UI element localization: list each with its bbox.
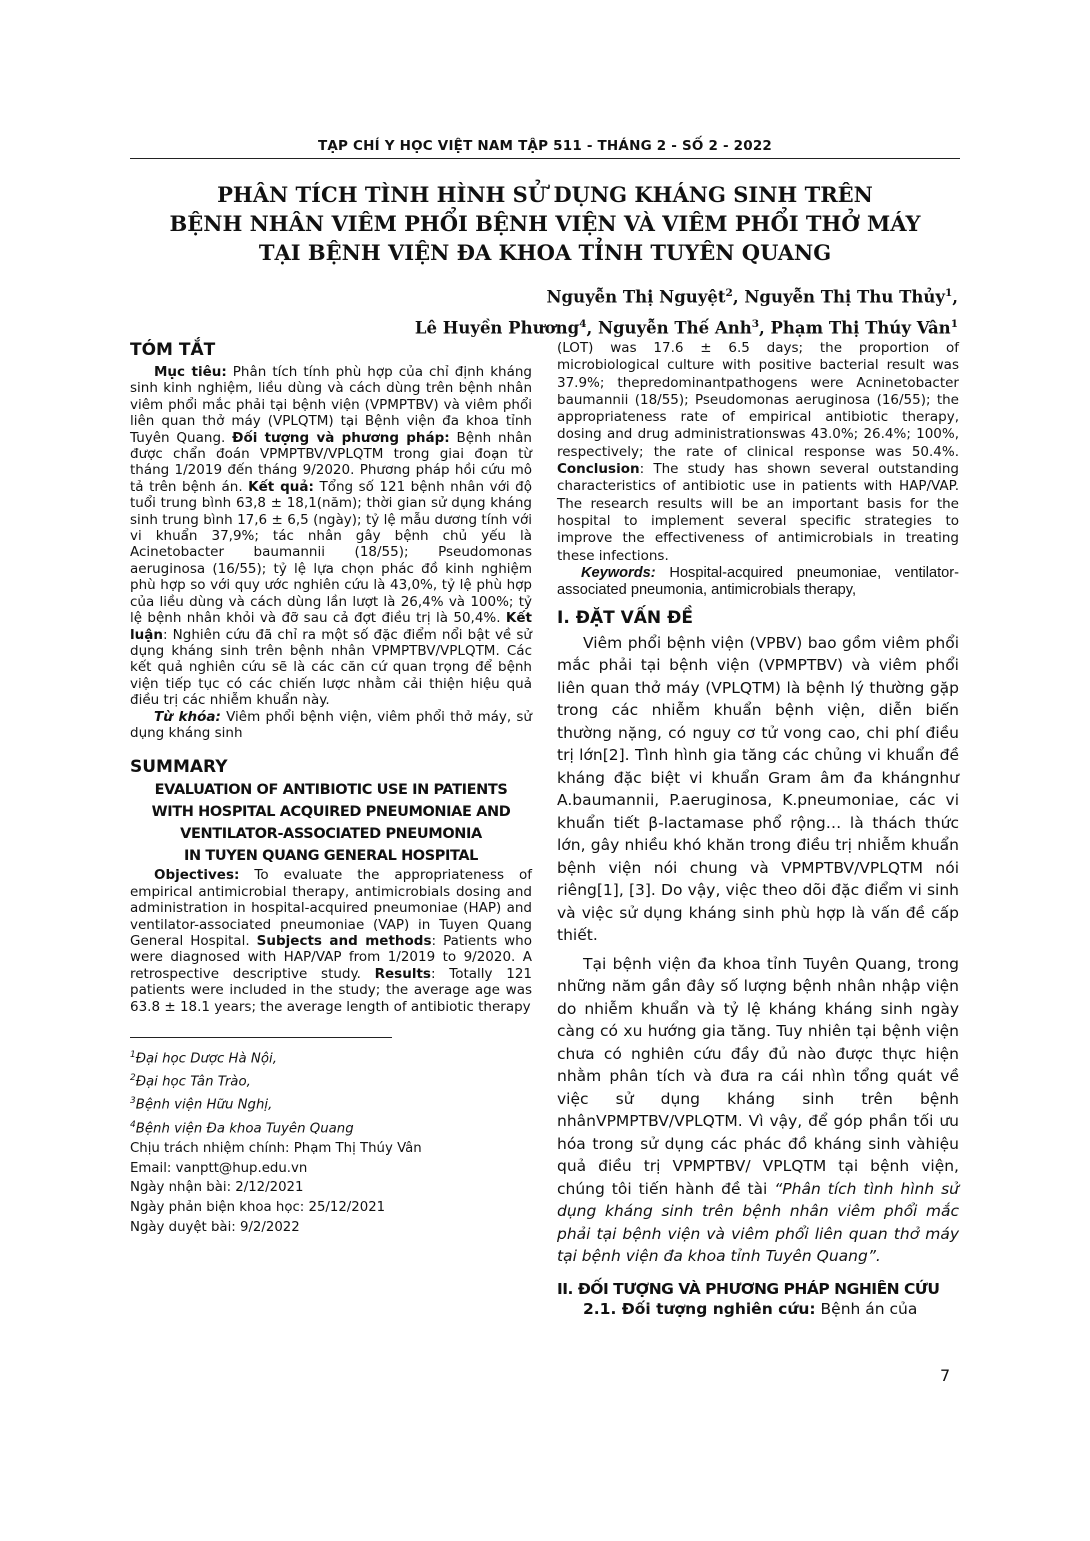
author-affiliation-mark: 3: [751, 317, 760, 330]
title-line: TẠI BỆNH VIỆN ĐA KHOA TỈNH TUYÊN QUANG: [258, 240, 832, 265]
subjects-label: Subjects and methods: [256, 932, 432, 949]
running-header: TẠP CHÍ Y HỌC VIỆT NAM TẬP 511 - THÁNG 2 - SỐ 2 - 2022: [317, 138, 773, 154]
author-list: [130, 280, 958, 341]
summary-title: [130, 779, 532, 867]
study-title-quote: “Phân tích tình hình sử dụng kháng sinh trên bệnh nhân viêm phổi mắc phải tại bệnh viện và viêm phổi liên quan thở máy tại bệnh viện đa khoa tỉnh Tuyên Quang”.: [557, 1179, 959, 1266]
keywords-vi-text: Viêm phổi bệnh viện, viêm phổi thở máy, sử dụng kháng sinh: [130, 708, 532, 741]
summary-title-line: EVALUATION OF ANTIBIOTIC USE IN PATIENTS: [154, 782, 508, 799]
author-name: Nguyễn Thị Nguyệt: [546, 287, 726, 307]
footnotes: [130, 1046, 532, 1238]
author-affiliation-mark: 2: [725, 287, 733, 299]
author-line-2: Lê Huyền Phương$^4$, Nguyễn Thế Anh$^3$, Phạm Thị Thúy Vân$^1$: [414, 317, 958, 337]
results-en-text-a: : Totally 121 patients were included in the study; the average age was 63.8 ± 18.1 years; the average length of antibiotic therapy: [130, 965, 533, 1015]
review-date: Ngày phản biện khoa học: 25/12/2021: [130, 1200, 386, 1216]
keywords-en-text: Hospital-acquired pneumoniae, ventilator-associated pneumonia, antimicrobials therapy,: [557, 564, 959, 599]
results-en-text-b: (LOT) was 17.6 ± 6.5 days; the proportion of microbiological culture with positive bacterial result was 37.9%; thepredominantpathogens were Acninetobacter baumannii (18/55); Pseudomonas aeruginosa (16/55); the appropriateness rate of empirical antibiotic therapy, dosing and drug administrationswas 43.0%; 26.4%; 100%, respectively; the rate of clinical response was 50.4%.: [557, 340, 959, 460]
summary-title-line: IN TUYEN QUANG GENERAL HOSPITAL: [183, 848, 479, 865]
objective-label: Mục tiêu:: [154, 364, 227, 380]
article-title: [130, 180, 960, 267]
affiliation-3: $^3$Bệnh viện Hữu Nghị,: [130, 1096, 273, 1113]
summary-title-line: WITH HOSPITAL ACQUIRED PNEUMONIAE AND: [151, 804, 511, 821]
results-text: Tổng số 121 bệnh nhân với độ tuổi trung bình 63,8 ± 18,1(năm); thời gian sử dụng kháng sinh trung bình 17,6 ± 6,5 (ngày); tỷ lệ mẫu dương tính với vi khuẩn 37,9%; tác nhân gây bệnh chủ yếu là Acinetobacter baumannii (18/55); Pseudomonas aeruginosa (16/55); tỷ lệ lựa chọn phác đồ kinh nghiệm phù hợp so với quy ước nghiên cứu là 43,0%, tỷ lệ phù hợp của liều dùng và cách dùng lần lượt là 26,4% và 100%; tỷ lệ bệnh nhân khỏi và đỡ sau cả đợt điều trị là 50,4%.: [130, 478, 532, 627]
objectives-label: Objectives:: [154, 867, 240, 884]
page-number: 7: [940, 1366, 951, 1385]
subsection-2-1-text: Bệnh án của: [820, 1299, 918, 1318]
section-1-heading: I. ĐẶT VẤN ĐỀ: [557, 607, 693, 628]
affiliation-2: $^2$Đại học Tân Trào,: [130, 1073, 251, 1090]
section-1-paragraph-2: Tại bệnh viện đa khoa tỉnh Tuyên Quang, trong những năm gần đây số lượng bệnh nhân nhập viện do nhiễm khuẩn và tỷ lệ kháng kháng sinh ngày càng có xu hướng gia tăng. Tuy nhiên tại bệnh viện chưa có nghiên cứu đầy đủ nào được thực hiện nhằm phân tích và đưa ra cái nhìn tổng quát về việc sử dụng kháng sinh trên bệnh nhânVPMPTBV/VPLQTM. Vì vậy, để góp phần tối ưu hóa trong sử dụng các phác đồ kháng sinh vàhiệu quả điều trị VPMPTBV/ VPLQTM tại bệnh viện, chúng tôi tiến hành đề tài “Phân tích tình hình sử dụng kháng sinh trên bệnh nhân viêm phổi mắc phải tại bệnh viện và viêm phổi liên quan thở máy tại bệnh viện đa khoa tỉnh Tuyên Quang”.: [557, 954, 959, 1266]
affiliation-4: $^4$Bệnh viện Đa khoa Tuyên Quang: [130, 1119, 354, 1137]
section-2-heading: II. ĐỐI TƯỢNG VÀ PHƯƠNG PHÁP NGHIÊN CỨU: [557, 1279, 940, 1298]
methods-label: Đối tượng và phương pháp:: [232, 429, 450, 446]
objective-text: Phân tích tính phù hợp của chỉ định kháng sinh kinh nghiệm, liều dùng và cách dùng trên bệnh nhân viêm phổi mắc phải tại bệnh viện (VPMPTBV) và viêm phổi liên quan thở máy (VPLQTM) tại Bệnh viện đa khoa tỉnh Tuyên Quang.: [130, 364, 532, 446]
author-name: Nguyễn Thế Anh: [597, 318, 752, 337]
conclusion-text: : Nghiên cứu đã chỉ ra một số đặc điểm nổi bật về sử dụng kháng sinh trên bệnh nhân VPMPTBV/VPLQTM. Các kết quả nghiên cứu sẽ là các căn cứ quan trọng để bệnh viện tiếp tục có các chiến lược nhằm cải thiện hiệu quả điều trị các nhiễm khuẩn này.: [130, 626, 532, 709]
header-rule: [130, 158, 960, 159]
author-name: Lê Huyền Phương: [414, 318, 580, 337]
right-column: [557, 340, 959, 1320]
responsible-author: Chịu trách nhiệm chính: Phạm Thị Thúy Vân: [130, 1140, 422, 1156]
abstract-heading: TÓM TẮT: [130, 340, 216, 360]
keywords-en-label: Keywords:: [581, 564, 656, 581]
footnote-rule: [130, 1037, 392, 1038]
affiliation-1: $^1$Đại học Dược Hà Nội,: [130, 1050, 277, 1067]
results-en-label: Results: [374, 965, 431, 982]
author-name: Phạm Thị Thúy Vân: [770, 318, 951, 337]
conclusion-en-label: Conclusion: [557, 461, 640, 478]
keywords-vi-label: Từ khóa:: [154, 708, 221, 725]
title-line: PHÂN TÍCH TÌNH HÌNH SỬ DỤNG KHÁNG SINH TRÊN: [217, 182, 873, 207]
methods-text: Bệnh nhân được chẩn đoán VPMPTBV/VPLQTM trong giai đoạn từ tháng 1/2019 đến tháng 9/2020. Phương pháp hồi cứu mô tả trên bệnh án.: [130, 429, 532, 495]
author-affiliation-mark: 4: [579, 317, 587, 330]
keywords-vi: [130, 709, 532, 742]
objectives-text: To evaluate the appropriateness of empirical antimicrobial therapy, antimicrobials dosing and administration in hospital-acquired pneumoniae (HAP) and ventilator-associated pneumoniae (VAP) in Tuyen Quang General Hospital.: [130, 867, 533, 949]
summary-heading: SUMMARY: [130, 757, 228, 778]
author-affiliation-mark: 1: [944, 287, 953, 299]
section-2-1: [557, 1298, 959, 1321]
summary-paragraph-part2: [557, 340, 959, 565]
left-column: [130, 340, 532, 1238]
keywords-en: [557, 565, 959, 600]
author-line-1: Nguyễn Thị Nguyệt$^2$, Nguyễn Thị Thu Thủy$^1$,: [546, 287, 958, 307]
abstract-vi-paragraph: [130, 364, 532, 709]
author-affiliation-mark: 1: [950, 317, 958, 330]
subsection-2-1-label: 2.1. Đối tượng nghiên cứu:: [583, 1299, 816, 1318]
section-1-paragraph-1: Viêm phổi bệnh viện (VPBV) bao gồm viêm phổi mắc phải tại bệnh viện (VPMPTBV) và viêm phổi liên quan thở máy (VPLQTM) là bệnh lý thường gặp trong các nhiễm khuẩn bệnh viện, diễn biến thường nặng, có nguy cơ tử vong cao, chi phí điều trị lớn[2]. Tình hình gia tăng các chủng vi khuẩn đề kháng đặc biệt vi khuẩn Gram âm đa khángnhư A.baumannii, P.aeruginosa, K.pneumoniae, các vi khuẩn tiết β-lactamase phổ rộng… là thách thức lớn, gây nhiều khó khăn trong điều trị nhiễm khuẩn bệnh viện nói chung và VPMPTBV/VPLQTM nói riêng[1], [3]. Do vậy, việc theo dõi đặc điểm vi sinh và việc sử dụng kháng sinh phù hợp là vấn đề cấp thiết.: [557, 633, 959, 945]
conclusion-label: Kết luận: [130, 610, 532, 643]
subjects-text: : Patients who were diagnosed with HAP/VAP from 1/2019 to 9/2020. A retrospective descriptive study.: [130, 932, 533, 982]
accepted-date: Ngày duyệt bài: 9/2/2022: [130, 1220, 300, 1236]
title-line: BỆNH NHÂN VIÊM PHỔI BỆNH VIỆN VÀ VIÊM PHỔI THỞ MÁY: [169, 211, 921, 236]
conclusion-en-text: : The study has shown several outstanding characteristics of antibiotic use in patients with HAP/VAP. The research results will be an important basis for the hospital to implement several specific strategies to improve the effectiveness of antimicrobials in treating these infections.: [557, 461, 959, 564]
summary-paragraph-part1: [130, 867, 532, 1015]
summary-title-line: VENTILATOR-ASSOCIATED PNEUMONIA: [180, 826, 482, 843]
author-name: Nguyễn Thị Thu Thủy: [744, 287, 945, 307]
received-date: Ngày nhận bài: 2/12/2021: [130, 1180, 304, 1196]
results-label: Kết quả:: [248, 478, 314, 495]
email: Email: vanptt@hup.edu.vn: [130, 1160, 308, 1176]
